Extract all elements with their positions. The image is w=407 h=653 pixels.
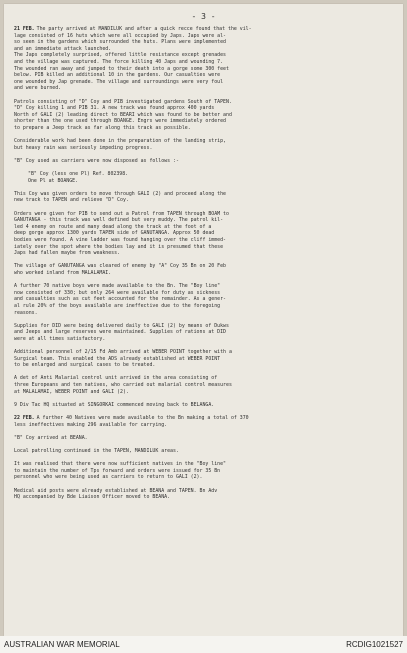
text-line bbox=[14, 66, 395, 73]
line-text: bodies were found. A vine ladder was found hanging over the cliff immed- bbox=[14, 237, 226, 243]
line-text: deep gorge approx 1300 yards TAPEN side of GANUTANGA. Approx 50 dead bbox=[14, 230, 215, 237]
line-text: HQ accompanied by Bde Liaison Officer moved to BEANA. bbox=[14, 494, 171, 501]
text-line bbox=[14, 224, 395, 231]
line-text: but heavy rain was seriously impeding progress. bbox=[14, 144, 153, 151]
line-text: "D" Coy killing 1 and PIB 31. A new track was found approx 400 yards bbox=[14, 105, 215, 112]
text-line bbox=[14, 263, 395, 270]
text-line bbox=[14, 250, 395, 257]
text-line bbox=[14, 270, 395, 277]
line-text: Additional personnel of 2/15 Fd Amb arrived at WEBER POINT together with a bbox=[14, 349, 232, 356]
text-line bbox=[14, 125, 395, 132]
line-text: A det of Anti Malarial control unit arrived in the area consisting of bbox=[14, 375, 218, 382]
line-text: led 4 enemy on route and many dead along the track at the foot of a bbox=[14, 223, 212, 230]
line-text: and an immediate attack launched. bbox=[14, 45, 112, 52]
paragraph bbox=[14, 158, 395, 165]
text-line bbox=[14, 488, 395, 495]
line-text: shorter than the one used through BOANGE. Engrs were immediately ordered bbox=[14, 118, 226, 125]
text-line bbox=[14, 112, 395, 119]
line-text: one wounded by Jap grenade. The village and surroundings were very foul bbox=[14, 78, 224, 85]
line-text: al rule 20% of the boys available are ineffective due to the foregoing bbox=[14, 302, 221, 309]
line-text: The Japs completely surprised, offered little resistance except grenades bbox=[14, 52, 226, 59]
text-line bbox=[14, 46, 395, 53]
line-text: Surgical team. This enabled the ADS already established at WEBER POINT bbox=[14, 355, 221, 362]
line-text: so seen in the gardens which surrounded the huts. Plans were implemented bbox=[14, 39, 226, 46]
text-line bbox=[14, 389, 395, 396]
footer-archive-name: AUSTRALIAN WAR MEMORIAL bbox=[4, 640, 120, 649]
text-line bbox=[14, 375, 395, 382]
line-text: below. PIB killed an additional 10 in the gardens. Our casualties were bbox=[14, 72, 221, 79]
line-text: 9 Div Tac HQ situated at SINGORKAI commenced moving back to BELANGA. bbox=[14, 401, 215, 408]
text-line bbox=[14, 191, 395, 198]
paragraph bbox=[14, 402, 395, 409]
line-text: North of GALI (2) leading direct to BEARI which was found to be better and bbox=[14, 111, 232, 118]
document-page bbox=[4, 4, 403, 636]
line-text: Patrols consisting of "D" Coy and PIB investigated gardens South of TAPEN. bbox=[14, 98, 232, 105]
text-line bbox=[14, 296, 395, 303]
text-line bbox=[14, 468, 395, 475]
text-line bbox=[14, 211, 395, 218]
text-line bbox=[14, 310, 395, 317]
text-line bbox=[14, 336, 395, 343]
paragraph bbox=[14, 375, 395, 395]
line-text: One Pl at BOANGE. bbox=[28, 177, 79, 184]
text-line bbox=[14, 422, 395, 429]
line-text: lage consisted of 16 huts which were all occupied by Japs. Japs were al- bbox=[14, 32, 226, 39]
line-text: Local patrolling continued in the TAPEN, MANDILUK areas. bbox=[14, 448, 179, 454]
text-line bbox=[14, 461, 395, 468]
text-line bbox=[14, 33, 395, 40]
line-text: were at all times satisfactory. bbox=[14, 335, 106, 342]
text-line bbox=[14, 72, 395, 79]
text-line bbox=[14, 158, 395, 165]
line-text: Japs had fallen maybe from weakness. bbox=[14, 250, 120, 257]
entry-date: 22 FEB. bbox=[14, 415, 35, 422]
text-line bbox=[14, 474, 395, 481]
text-line bbox=[14, 290, 395, 297]
line-text: Supplies for DID were being delivered daily to GALI (2) by means of Dukws bbox=[14, 322, 229, 329]
paragraph bbox=[14, 211, 395, 257]
line-text: This Coy was given orders to move through GALI (2) and proceed along the bbox=[14, 190, 226, 197]
text-line bbox=[14, 415, 395, 422]
paragraph bbox=[14, 26, 395, 92]
text-line bbox=[14, 356, 395, 363]
line-text: iately over the spot where the bodies lay and it is presumed that these bbox=[14, 243, 224, 250]
text-line bbox=[14, 244, 395, 251]
line-text: and Jeeps and large reserves were maintained. Supplies of rations at DID bbox=[14, 329, 226, 336]
page-number: - 3 - bbox=[191, 12, 216, 21]
line-text: to be enlarged and surgical cases to be treated. bbox=[14, 362, 156, 369]
archive-footer bbox=[0, 636, 407, 653]
paragraph bbox=[14, 415, 395, 428]
text-line bbox=[14, 329, 395, 336]
text-line bbox=[14, 349, 395, 356]
text-line bbox=[14, 79, 395, 86]
text-line bbox=[14, 362, 395, 369]
paragraph bbox=[14, 171, 395, 184]
document-body bbox=[14, 26, 395, 507]
text-line bbox=[14, 105, 395, 112]
line-text: A further 70 native boys were made available to the Bn. The "Boy line" bbox=[14, 283, 221, 290]
line-text: "B" Coy used as carriers were now disposed as follows :- bbox=[14, 157, 179, 164]
paragraph bbox=[14, 138, 395, 151]
paragraph bbox=[14, 99, 395, 132]
text-line bbox=[14, 402, 395, 409]
line-text: Considerable work had been done in the preparation of the landing strip, bbox=[14, 138, 226, 145]
text-line bbox=[14, 52, 395, 59]
paragraph bbox=[14, 263, 395, 276]
text-line bbox=[14, 138, 395, 145]
line-text: and were burned. bbox=[14, 85, 62, 92]
paragraph bbox=[14, 283, 395, 316]
line-text: new track to TAPEN and relieve "D" Coy. bbox=[14, 197, 129, 204]
line-text: three Europeans and ten natives, who carried out malarial control measures bbox=[14, 382, 232, 389]
text-line bbox=[14, 59, 395, 66]
text-line bbox=[14, 217, 395, 224]
line-text: and casualties such as cut feet accounted for the remainder. As a gener- bbox=[14, 296, 226, 303]
text-line bbox=[28, 171, 395, 178]
text-line bbox=[14, 323, 395, 330]
line-text: personnel who were being used as carriers to return to GALI (2). bbox=[14, 474, 203, 481]
text-line bbox=[14, 494, 395, 501]
text-line bbox=[14, 85, 395, 92]
paragraph bbox=[14, 191, 395, 204]
line-text: "B" Coy arrived at BEANA. bbox=[14, 434, 88, 441]
line-text: reasons. bbox=[14, 309, 38, 316]
line-text: Medical aid posts were already established at BEANA and TAPEN. Bn Adv bbox=[14, 487, 218, 494]
line-text: A further 40 Natives were made available to the Bn making a total of 370 bbox=[36, 415, 249, 422]
paragraph bbox=[14, 349, 395, 369]
paragraph bbox=[14, 435, 395, 442]
paragraph bbox=[14, 461, 395, 481]
line-text: It was realised that there were now sufficient natives in the "Boy line" bbox=[14, 461, 226, 468]
line-text: GANUTANGA - this track was well defined but very muddy. The patrol kil- bbox=[14, 217, 224, 224]
line-text: now consisted of 330; but only 264 were available for duty as sickness bbox=[14, 289, 221, 296]
line-text: The village of GANUTANGA was cleared of enemy by "A" Coy 35 Bn on 20 Feb bbox=[14, 263, 226, 270]
text-line bbox=[14, 118, 395, 125]
text-line bbox=[14, 303, 395, 310]
line-text: to maintain the number of Tps forward and orders were issued for 35 Bn bbox=[14, 467, 221, 474]
text-line bbox=[14, 26, 395, 33]
paragraph bbox=[14, 323, 395, 343]
text-line bbox=[14, 145, 395, 152]
footer-record-id: RCDIG1021527 bbox=[346, 640, 403, 649]
text-line bbox=[14, 382, 395, 389]
text-line bbox=[14, 230, 395, 237]
paragraph bbox=[14, 488, 395, 501]
line-text: "B" Coy (less one Pl) Ref. 802398. bbox=[28, 171, 129, 178]
text-line bbox=[28, 178, 395, 185]
text-line bbox=[14, 237, 395, 244]
text-line bbox=[14, 197, 395, 204]
line-text: and the village was captured. The force killing 40 Japs and wounding 7. bbox=[14, 58, 224, 65]
text-line bbox=[14, 448, 395, 455]
entry-date: 21 FEB. bbox=[14, 26, 35, 32]
text-line bbox=[14, 39, 395, 46]
text-line bbox=[14, 283, 395, 290]
line-text: to prepare a Jeep track as far along this track as possible. bbox=[14, 124, 191, 131]
line-text: The party arrived at MANDILUK and after a quick recce found that the vil- bbox=[36, 26, 252, 32]
line-text: less ineffectives making 296 available for carrying. bbox=[14, 421, 168, 428]
line-text: Orders were given for PIB to send out a Patrol from TAPEN through BOAM to bbox=[14, 210, 229, 217]
text-line bbox=[14, 435, 395, 442]
paragraph bbox=[14, 448, 395, 455]
line-text: at MALALAMAI, WEBER POINT and GALI (2). bbox=[14, 388, 129, 395]
line-text: who worked inland from MALALAMAI. bbox=[14, 269, 112, 276]
text-line bbox=[14, 99, 395, 106]
line-text: The wounded ran away and jumped to their death into a gorge some 300 feet bbox=[14, 65, 229, 72]
